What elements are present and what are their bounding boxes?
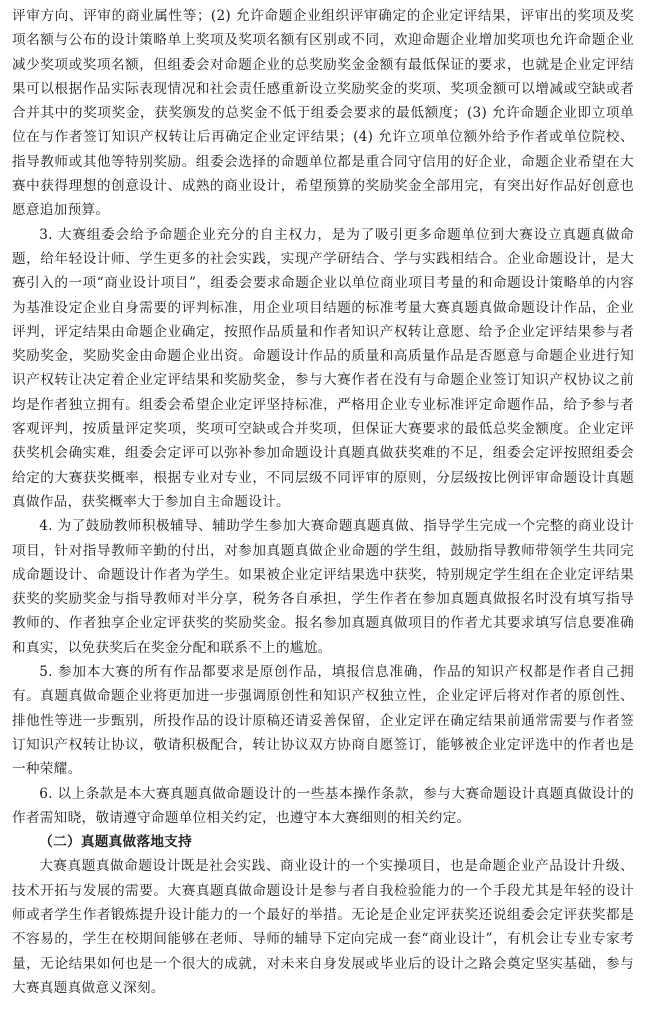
- paragraph-item-6: 6. 以上条款是本大赛真题真做命题设计的一些基本操作条款，参与大赛命题设计真题真做设计的作者需知晓，敬请遵守命题单位相关约定，也遵守本大赛细则的相关约定。: [12, 785, 634, 826]
- paragraph-continuation: 评审方向、评审的商业属性等；(2) 允许命题企业组织评审确定的企业定评结果，评审出的奖项及奖项名额与公布的设计策略单上奖项及奖项名额有区别或不同，欢迎命题企业增加奖项也允许命题企业减少奖项或奖项名额，但组委会对命题企业的总奖励奖金金额有最低保证的要求，也就是企业定评结果可以根据作品实际表现情况和社会责任感重新设立奖励奖金的奖项、奖项金额可以增减或空缺或者合并其中的奖项奖金，获奖颁发的总奖金不低于组委会要求的最低额度；(3) 允许命题企业即立项单位在与作者签订知识产权转让后再确定企业定评结果；(4) 允许立项单位额外给予作者或单位院校、指导教师或其他等特别奖励。组委会选择的命题单位都是重合同守信用的好企业，命题企业希望在大赛中获得理想的创意设计、成熟的商业设计，希望预算的奖励奖金全部用完，有突出好作品好创意也愿意追加预算。: [12, 8, 634, 219]
- paragraph-item-4: 4. 为了鼓励教师积极辅导、辅助学生参加大赛命题真题真做、指导学生完成一个完整的商业设计项目，针对指导教师辛勤的付出，对参加真题真做企业命题的学生组，鼓励指导教师带领学生共同完成命题设计、命题设计作者为学生。如果被企业定评结果选中获奖，特别规定学生组在企业定评结果获奖的奖励奖金与指导教师对半分享，税务各自承担，学生作者在参加真题真做报名时没有填写指导教师的、作者独享企业定评获奖的奖励奖金。报名参加真题真做项目的作者尤其要求填写信息要准确和真实，以免获奖后在奖金分配和联系不上的尴尬。: [12, 518, 634, 656]
- paragraph-section-body: 大赛真题真做命题设计既是社会实践、商业设计的一个实操项目，也是命题企业产品设计升级、技术开拓与发展的需要。大赛真题真做命题设计是参与者自我检验能力的一个手段尤其是年轻的设计师或者学生作者锻炼提升设计能力的一个最好的举措。无论是企业定评获奖还说组委会定评获奖都是不容易的，学生在校期间能够在老师、导师的辅导下定向完成一套“商业设计”，有机会让专业专家考量，无论结果如何也是一个很大的成就，对未来自身发展或毕业后的设计之路会奠定坚实基础，参与大赛真题真做意义深刻。: [12, 858, 634, 996]
- paragraph-item-3: 3. 大赛组委会给予命题企业充分的自主权力，是为了吸引更多命题单位到大赛设立真题真做命题，给年轻设计师、学生更多的社会实践，实现产学研结合、学与实践相结合。企业命题设计，是大赛引入的一项“商业设计项目”，组委会要求命题企业以单位商业项目考量的和命题设计策略单的内容为基准设定企业自身需要的评判标准，用企业项目结题的标准考量大赛真题真做命题设计作品，企业评判，评定结果由命题企业确定，按照作品质量和作者知识产权转让意愿、给予企业定评结果参与者奖励奖金，奖励奖金由命题企业出资。命题设计作品的质量和高质量作品是否愿意与命题企业进行知识产权转让决定着企业定评结果和奖励奖金，参与大赛作者在没有与命题企业签订知识产权协议之前均是作者独立拥有。组委会希望企业定评坚持标准，严格用企业专业标准评定命题作品，给予参与者客观评判，按质量评定奖项，奖项可空缺或合并奖项，但保证大赛要求的最低总奖金额度。企业定评获奖机会确实难，组委会定评可以弥补参加命题设计真题真做获奖难的不足，组委会定评按照组委会给定的大赛获奖概率，根据专业对专业，不同层级不同评审的原则，分层级按比例评审命题设计真题真做作品，获奖概率大于参加自主命题设计。: [12, 226, 634, 510]
- section-heading: （二）真题真做落地支持: [39, 834, 193, 851]
- paragraph-item-5: 5. 参加本大赛的所有作品都要求是原创作品，填报信息准确，作品的知识产权都是作者自己拥有。真题真做命题企业将更加进一步强调原创性和知识产权独立性，企业定评后将对作者的原创性、排他性等进一步甄别，所投作品的设计原稿还请妥善保留，企业定评在确定结果前通常需要与作者签订知识产权转让协议，敬请积极配合，转让协议双方协商自愿签订，能够被企业定评选中的作者也是一种荣耀。: [12, 664, 634, 778]
